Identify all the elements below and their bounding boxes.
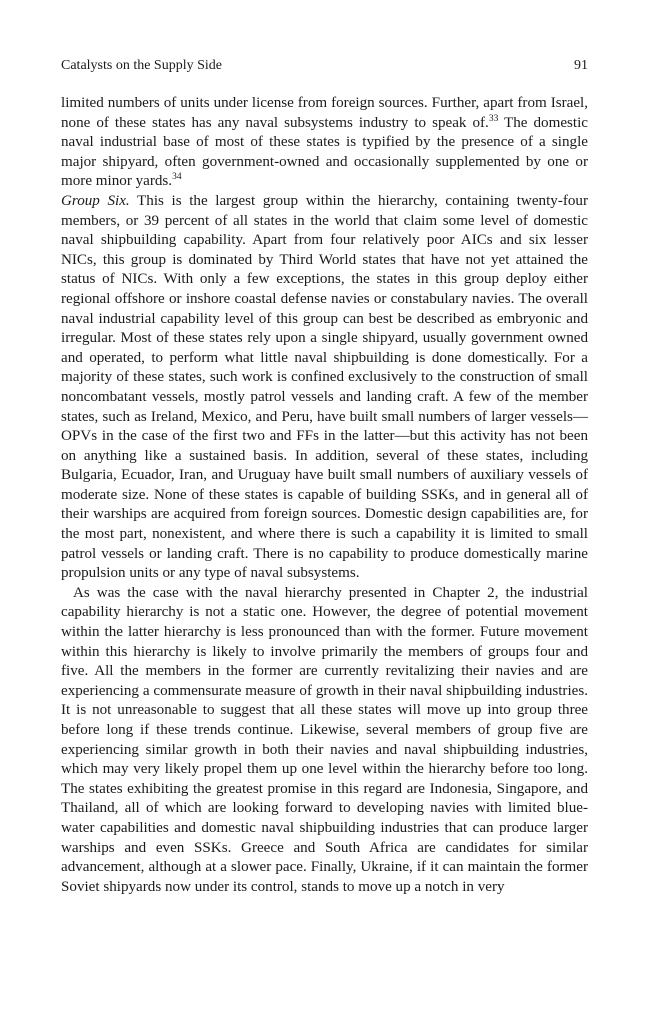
page-number: 91 xyxy=(574,58,588,73)
running-title: Catalysts on the Supply Side xyxy=(61,58,222,73)
section-heading: Group Six. xyxy=(61,192,130,209)
paragraph xyxy=(61,584,588,898)
footnote-ref: 33 xyxy=(488,113,499,124)
text-span: This is the largest group within the hierarchy, containing twenty-four members, or 39 percent of all states in the world that claim some level of domestic naval shipbuilding capability. Apart from four relatively poor AICs and six lesser NICs, this group is dominated by Third World states that have not yet attained the status of NICs. With only a few exceptions, the states in this group deploy either regional offshore or inshore coastal defense navies or constabulary navies. The overall naval industrial capability level of this group can best be described as embryonic and irregular. Most of these states rely upon a single shipyard, usually government owned and operated, to perform what little naval shipbuilding is done domestically. For a majority of these states, such work is confined exclusively to the construction of small noncombatant vessels, mostly patrol vessels and landing craft. A few of the member states, such as Ireland, Mexico, and Peru, have built small numbers of larger vessels—OPVs in the case of the first two and FFs in the latter—but this activity has not been on anything like a sustained basis. In addition, several of these states, including Bulgaria, Ecuador, Iran, and Uruguay have built small numbers of auxiliary vessels of moderate size. None of these states is capable of building SSKs, and in general all of their warships are acquired from foreign sources. Domestic design capabilities are, for the most part, nonexistent, and where there is such a capability it is limited to small patrol vessels or landing craft. There is no capability to produce domestically marine propulsion units or any type of naval subsystems. xyxy=(61,192,588,582)
paragraph xyxy=(61,94,588,192)
body-text xyxy=(61,94,588,897)
text-span: The domestic naval industrial base of most of these states is typified by the presence of a single major shipyard, often government-owned and occasionally supplemented by one or more minor yards. xyxy=(61,114,589,190)
paragraph xyxy=(61,192,588,584)
footnote-ref: 34 xyxy=(172,172,182,183)
running-head xyxy=(61,58,588,74)
text-span: As was the case with the naval hierarchy presented in Chapter 2, the industrial capability hierarchy is not a static one. However, the degree of potential movement within the latter hierarchy is less pronounced than with the former. Future movement within this hierarchy is likely to involve primarily the members of groups four and five. All the members in the former are currently revitalizing their navies and are experiencing a commensurate measure of growth in their naval shipbuilding industries. It is not unreasonable to suggest that all these states will move up into group three before long if these trends continue. Likewise, several members of group five are experiencing similar growth in both their navies and naval shipbuilding industries, which may very likely propel them up one level within the hierarchy before too long. The states exhibiting the greatest promise in this regard are Indonesia, Singapore, and Thailand, all of which are looking forward to developing navies with limited blue-water capabilities and domestic naval shipbuilding industries that can produce larger warships and even SSKs. Greece and South Africa are candidates for similar advancement, although at a slower pace. Finally, Ukraine, if it can maintain the former Soviet shipyards now under its control, stands to move up a notch in very xyxy=(61,584,588,895)
text-span: limited numbers of units under license from foreign sources. Further, apart from Israel, none of these states has any naval subsystems industry to speak of. xyxy=(61,95,588,131)
